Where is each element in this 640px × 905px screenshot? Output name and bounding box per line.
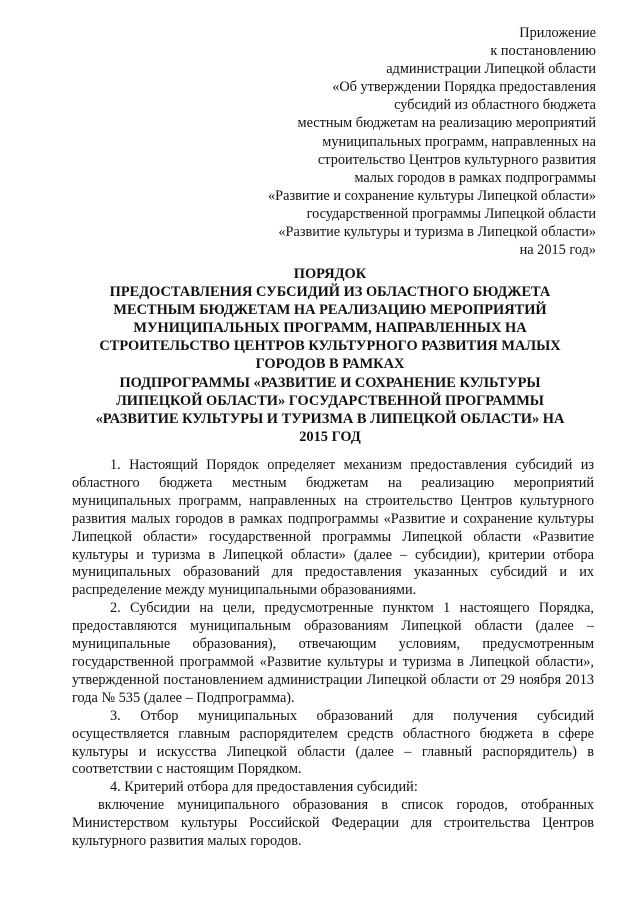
attachment-note xyxy=(176,24,596,259)
attachment-line: малых городов в рамках подпрограммы xyxy=(354,169,596,186)
paragraph-4-criterion: включение муниципального образования в список городов, отобранных Министерством культуры Российской Федерации для строительства Центров культурного развития малых городов. xyxy=(72,797,594,850)
title-line: «РАЗВИТИЕ КУЛЬТУРЫ И ТУРИЗМА В ЛИПЕЦКОЙ ОБЛАСТИ» НА xyxy=(95,410,565,427)
title-line: ПОДПРОГРАММЫ «РАЗВИТИЕ И СОХРАНЕНИЕ КУЛЬТУРЫ xyxy=(119,374,541,391)
paragraph-3: 3. Отбор муниципальных образований для получения субсидий осуществляется главным распорядителем средств областного бюджета в сфере культуры и искусства Липецкой области (далее – главный распорядитель) в соответствии с настоящим Порядком. xyxy=(72,707,594,778)
attachment-line: муниципальных программ, направленных на xyxy=(322,133,596,150)
attachment-line: государственной программы Липецкой области xyxy=(306,205,596,222)
paragraph-4: 4. Критерий отбора для предоставления субсидий: xyxy=(110,779,418,796)
title-line: СТРОИТЕЛЬСТВО ЦЕНТРОВ КУЛЬТУРНОГО РАЗВИТИЯ МАЛЫХ xyxy=(99,338,561,355)
attachment-line: местным бюджетам на реализацию мероприятий xyxy=(297,115,596,132)
attachment-line: субсидий из областного бюджета xyxy=(394,97,596,114)
attachment-line: Приложение xyxy=(519,25,596,41)
document-title xyxy=(60,265,600,446)
attachment-line: к постановлению xyxy=(490,43,596,60)
title-line: ЛИПЕЦКОЙ ОБЛАСТИ» ГОСУДАРСТВЕННОЙ ПРОГРАММЫ xyxy=(116,392,544,409)
attachment-line: «Развитие культуры и туризма в Липецкой области» xyxy=(278,224,596,241)
title-line: ПРЕДОСТАВЛЕНИЯ СУБСИДИЙ ИЗ ОБЛАСТНОГО БЮДЖЕТА xyxy=(109,284,551,301)
title-line: ПОРЯДОК xyxy=(293,266,367,282)
title-line: ГОРОДОВ В РАМКАХ xyxy=(255,356,405,373)
document-body xyxy=(72,457,594,851)
paragraph-1: 1. Настоящий Порядок определяет механизм предоставления субсидий из областного бюджета местным бюджетам на реализацию мероприятий муниципальных программ, направленных на строительство Центров культурного развития малых городов в рамках подпрограммы «Развитие и сохранение культуры Липецкой области» государственной программы Липецкой области «Развитие культуры и туризма в Липецкой области» (далее – субсидии), критерии отбора муниципальных образований для предоставления указанных субсидий и их распределение между муниципальными образованиями. xyxy=(72,457,594,599)
title-line: МЕСТНЫМ БЮДЖЕТАМ НА РЕАЛИЗАЦИЮ МЕРОПРИЯТИЙ xyxy=(113,302,547,319)
title-line: МУНИЦИПАЛЬНЫХ ПРОГРАММ, НАПРАВЛЕННЫХ НА xyxy=(133,320,527,337)
attachment-line: «Об утверждении Порядка предоставления xyxy=(332,79,596,96)
attachment-line: строительство Центров культурного развития xyxy=(317,151,596,168)
attachment-line: «Развитие и сохранение культуры Липецкой области» xyxy=(268,187,596,204)
attachment-line: на 2015 год» xyxy=(519,242,596,259)
title-line: 2015 ГОД xyxy=(299,428,361,445)
paragraph-2: 2. Субсидии на цели, предусмотренные пунктом 1 настоящего Порядка, предоставляются муниципальным образованиям Липецкой области (далее – муниципальные образования), отвечающим условиям, предусмотренным государственной программой «Развитие культуры и туризма в Липецкой области», утвержденной постановлением администрации Липецкой области от 29 ноября 2013 года № 535 (далее – Подпрограмма). xyxy=(72,600,594,706)
attachment-line: администрации Липецкой области xyxy=(386,61,596,78)
